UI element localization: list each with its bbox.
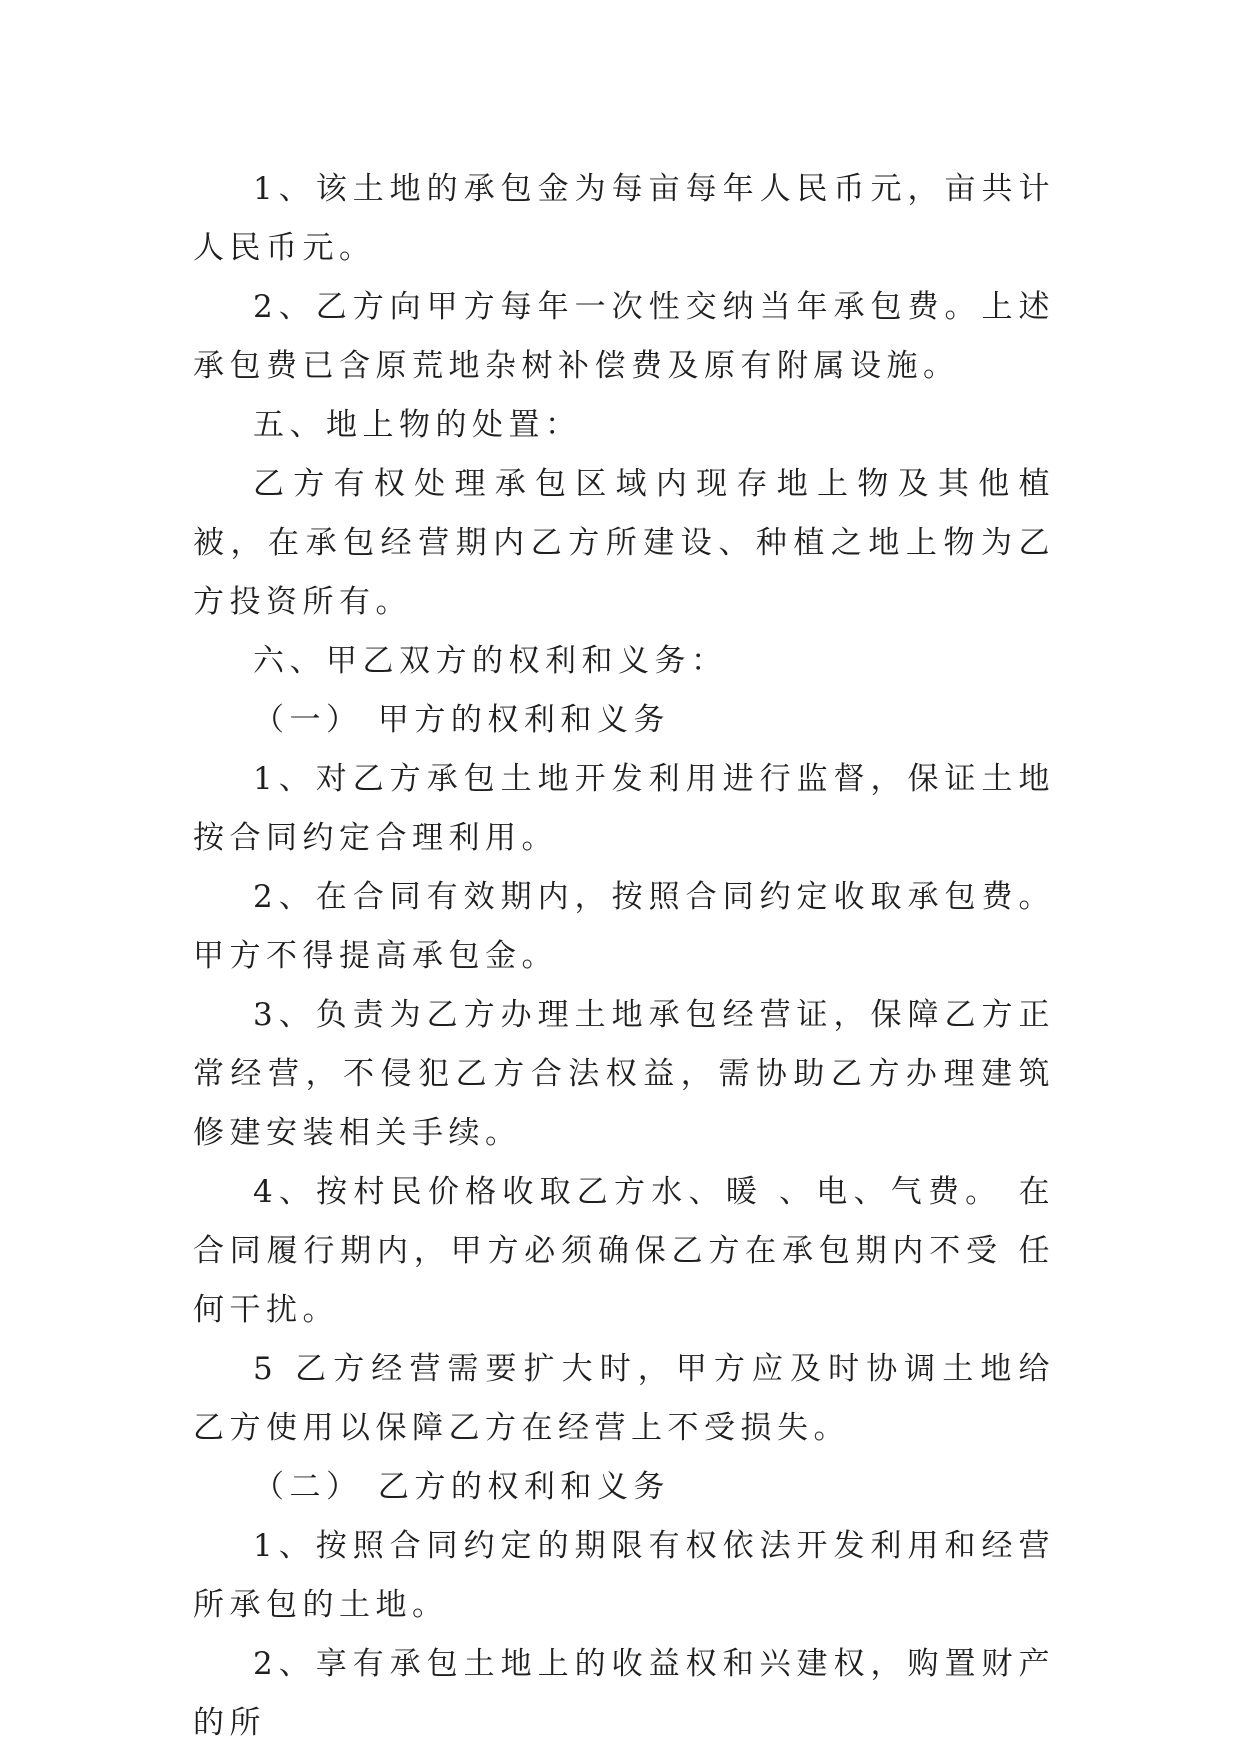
- document-body: [193, 160, 1055, 1753]
- paragraph-party-a-item-3: 3、负责为乙方办理土地承包经营证，保障乙方正常经营，不侵犯乙方合法权益，需协助乙方办理建筑修建安装相关手续。: [193, 997, 1055, 1151]
- subheading-party-b: （二） 乙方的权利和义务: [253, 1469, 670, 1505]
- paragraph-annual-payment: 2、乙方向甲方每年一次性交纳当年承包费。上述承包费已含原荒地杂树补偿费及原有附属设施。: [193, 289, 1055, 384]
- paragraph-party-a-item-1: 1、对乙方承包土地开发利用进行监督，保证土地按合同约定合理利用。: [193, 761, 1055, 856]
- section-heading-ground-objects: 五、地上物的处置：: [253, 407, 582, 443]
- paragraph-party-a-item-4: 4、按村民价格收取乙方水、暖 、电、气费。 在合同履行期内，甲方必须确保乙方在承包期内不受 任何干扰。: [193, 1174, 1055, 1328]
- section-heading-rights-obligations: 六、甲乙双方的权利和义务：: [253, 643, 728, 679]
- paragraph-ground-objects: 乙方有权处理承包区域内现存地上物及其他植被，在承包经营期内乙方所建设、种植之地上物为乙方投资所有。: [193, 466, 1055, 620]
- paragraph-contract-fee: 1、该土地的承包金为每亩每年人民币元，亩共计人民币元。: [193, 171, 1055, 266]
- paragraph-party-a-item-2: 2、在合同有效期内，按照合同约定收取承包费。甲方不得提高承包金。: [193, 879, 1055, 974]
- paragraph-party-b-item-2: 2、享有承包土地上的收益权和兴建权，购置财产的所: [193, 1646, 1055, 1741]
- subheading-party-a: （一） 甲方的权利和义务: [253, 702, 670, 738]
- paragraph-party-b-item-1: 1、按照合同约定的期限有权依法开发利用和经营所承包的土地。: [193, 1528, 1055, 1623]
- paragraph-party-a-item-5: 5 乙方经营需要扩大时，甲方应及时协调土地给乙方使用以保障乙方在经营上不受损失。: [193, 1351, 1055, 1446]
